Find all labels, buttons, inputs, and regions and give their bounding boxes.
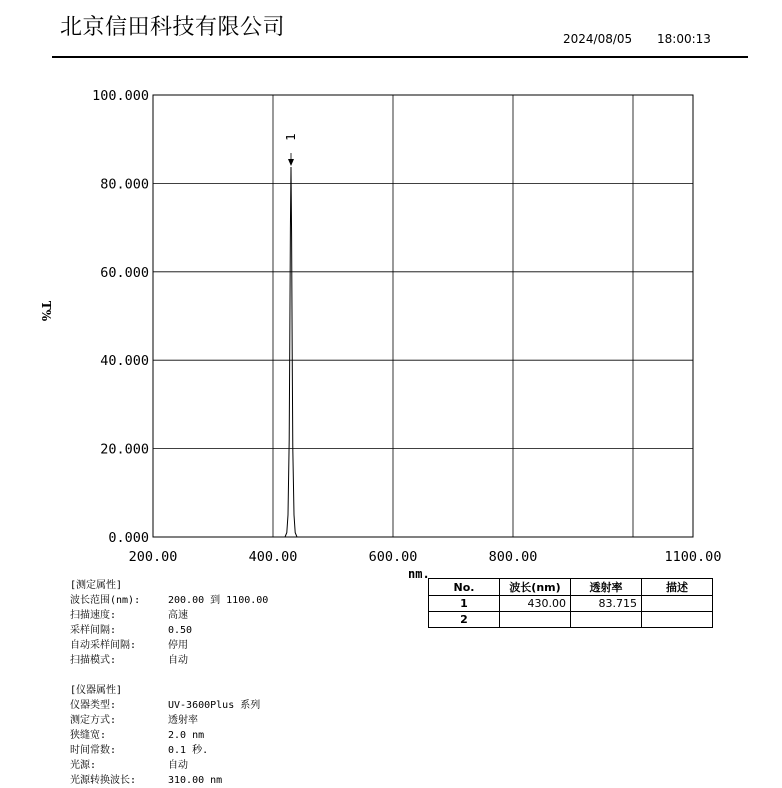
col-header-transmittance: 透射率 <box>571 579 642 596</box>
param-value: 高速 <box>168 610 188 621</box>
x-tick-label: 600.00 <box>368 549 418 565</box>
measurement-header: [测定属性] <box>70 580 123 591</box>
param-row <box>70 713 260 728</box>
measurement-properties <box>70 578 268 668</box>
param-row <box>70 743 260 758</box>
param-row <box>70 698 260 713</box>
param-key: 自动采样间隔: <box>70 640 137 651</box>
param-row <box>70 593 268 608</box>
param-value: 0.1 秒. <box>168 745 209 756</box>
param-value: 自动 <box>168 760 188 771</box>
y-tick-label: 100.000 <box>92 88 149 104</box>
cell-description <box>642 596 713 612</box>
y-tick-label: 20.000 <box>100 441 149 458</box>
param-key: 时间常数: <box>70 745 117 756</box>
cell-transmittance <box>571 612 642 628</box>
cell-no: 1 <box>429 596 500 612</box>
instrument-header: [仪器属性] <box>70 685 123 696</box>
cell-wavelength: 430.00 <box>500 596 571 612</box>
y-tick-label: 60.000 <box>100 264 149 281</box>
table-row <box>429 612 713 628</box>
series-line <box>153 167 693 537</box>
param-key: 波长范围(nm): <box>70 595 141 606</box>
param-row <box>70 623 268 638</box>
x-tick-label: 800.00 <box>488 549 538 565</box>
table-row <box>429 596 713 612</box>
param-value: 自动 <box>168 655 188 666</box>
param-row <box>70 608 268 623</box>
param-row <box>70 638 268 653</box>
cell-description <box>642 612 713 628</box>
report-date: 2024/08/05 <box>563 32 633 46</box>
instrument-properties <box>70 683 260 788</box>
peak-table-header <box>429 579 713 596</box>
param-value: 200.00 到 1100.00 <box>168 595 269 606</box>
col-header-description: 描述 <box>642 579 713 596</box>
param-value: 透射率 <box>168 715 198 726</box>
company-name: 北京信田科技有限公司 <box>60 15 286 40</box>
param-row <box>70 653 268 668</box>
param-row <box>70 773 260 788</box>
param-value: UV-3600Plus 系列 <box>168 700 261 711</box>
param-key: 光源转换波长: <box>70 775 137 786</box>
x-axis-label: nm. <box>408 567 430 581</box>
param-value: 停用 <box>168 640 188 651</box>
param-value: 0.50 <box>168 625 193 636</box>
cell-no: 2 <box>429 612 500 628</box>
param-key: 仪器类型: <box>70 700 117 711</box>
x-tick-label: 200.00 <box>128 549 178 565</box>
report-time: 18:00:13 <box>657 32 711 46</box>
col-header-no: No. <box>429 579 500 596</box>
param-value: 310.00 nm <box>168 775 223 786</box>
peak-table <box>428 578 713 628</box>
cell-transmittance: 83.715 <box>571 596 642 612</box>
param-row <box>70 728 260 743</box>
y-axis-label: T% <box>39 300 53 322</box>
y-tick-label: 80.000 <box>100 176 149 193</box>
cell-wavelength <box>500 612 571 628</box>
peak-marker-arrow <box>288 159 294 166</box>
x-tick-label: 1100.00 <box>664 549 722 565</box>
peak-marker-label: 1 <box>284 133 298 141</box>
param-value: 2.0 nm <box>168 730 205 741</box>
param-key: 采样间隔: <box>70 625 117 636</box>
param-key: 测定方式: <box>70 715 117 726</box>
param-key: 光源: <box>70 760 97 771</box>
col-header-wavelength: 波长(nm) <box>500 579 571 596</box>
param-row <box>70 758 260 773</box>
x-tick-label: 400.00 <box>248 549 298 565</box>
y-tick-label: 40.000 <box>100 353 149 370</box>
param-key: 狭缝宽: <box>70 730 107 741</box>
y-tick-label: 0.000 <box>108 530 149 546</box>
param-key: 扫描模式: <box>70 655 117 666</box>
plot-frame <box>153 95 693 537</box>
param-key: 扫描速度: <box>70 610 117 621</box>
